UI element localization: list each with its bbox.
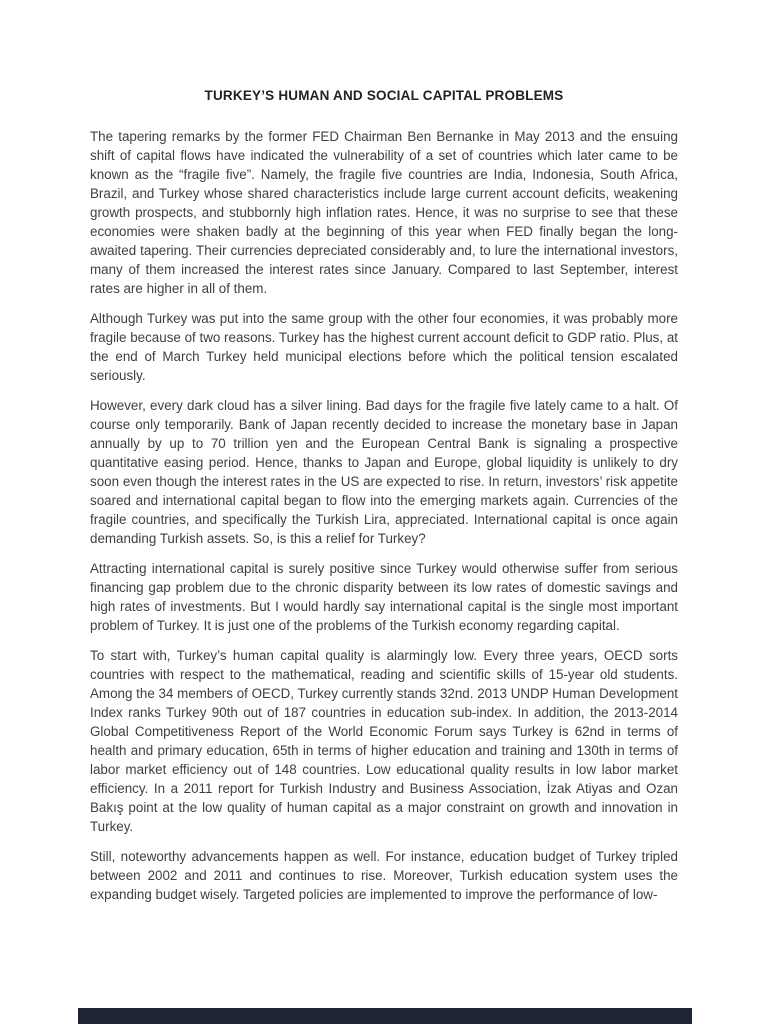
paragraph: Although Turkey was put into the same group with the other four economies, it was probably more fragile because of two reasons. Turkey has the highest current account deficit to GDP ratio. Plus, at the end of March Turkey held municipal elections before which the political tension escalated seriously.	[90, 311, 678, 383]
document-title: TURKEY’S HUMAN AND SOCIAL CAPITAL PROBLEMS	[204, 88, 564, 103]
paragraph: Still, noteworthy advancements happen as well. For instance, education budget of Turkey tripled between 2002 and 2011 and continues to rise. Moreover, Turkish education system uses the expanding budget wisely. Targeted policies are implemented to improve the performance of low-	[90, 849, 678, 902]
paragraph: Attracting international capital is surely positive since Turkey would otherwise suffer from serious financing gap problem due to the chronic disparity between its low rates of domestic savings and high rates of investments. But I would hardly say international capital is the single most important problem of Turkey. It is just one of the problems of the Turkish economy regarding capital.	[90, 561, 678, 633]
paragraph: However, every dark cloud has a silver lining. Bad days for the fragile five lately came to a halt. Of course only temporarily. Bank of Japan recently decided to increase the monetary base in Japan annually by up to 70 trillion yen and the European Central Bank is signaling a prospective quantitative easing period. Hence, thanks to Japan and Europe, global liquidity is unlikely to dry soon even though the interest rates in the US are expected to rise. In return, investors’ risk appetite soared and international capital began to flow into the emerging markets again. Currencies of the fragile countries, and specifically the Turkish Lira, appreciated. International capital is once again demanding Turkish assets. So, is this a relief for Turkey?	[90, 398, 678, 546]
paragraph: The tapering remarks by the former FED Chairman Ben Bernanke in May 2013 and the ensuing shift of capital flows have indicated the vulnerability of a set of countries which later came to be known as the “fragile five”. Namely, the fragile five countries are India, Indonesia, South Africa, Brazil, and Turkey whose shared characteristics include large current account deficits, weakening growth prospects, and stubbornly high inflation rates. Hence, it was no surprise to see that these economies were shaken badly at the beginning of this year when FED finally began the long-awaited tapering. Their currencies depreciated considerably and, to lure the international investors, many of them increased the interest rates since January. Compared to last September, interest rates are higher in all of them.	[90, 129, 678, 296]
paragraph: To start with, Turkey’s human capital quality is alarmingly low. Every three years, OECD sorts countries with respect to the mathematical, reading and scientific skills of 15-year old students. Among the 34 members of OECD, Turkey currently stands 32nd. 2013 UNDP Human Development Index ranks Turkey 90th out of 187 countries in education sub-index. In addition, the 2013-2014 Global Competitiveness Report of the World Economic Forum says Turkey is 62nd in terms of health and primary education, 65th in terms of higher education and training and 130th in terms of labor market efficiency out of 148 countries. Low educational quality results in low labor market efficiency. In a 2011 report for Turkish Industry and Business Association, İzak Atiyas and Ozan Bakış point at the low quality of human capital as a major constraint on growth and innovation in Turkey.	[90, 648, 678, 834]
document-body	[90, 127, 678, 904]
next-page-edge	[78, 1008, 692, 1024]
